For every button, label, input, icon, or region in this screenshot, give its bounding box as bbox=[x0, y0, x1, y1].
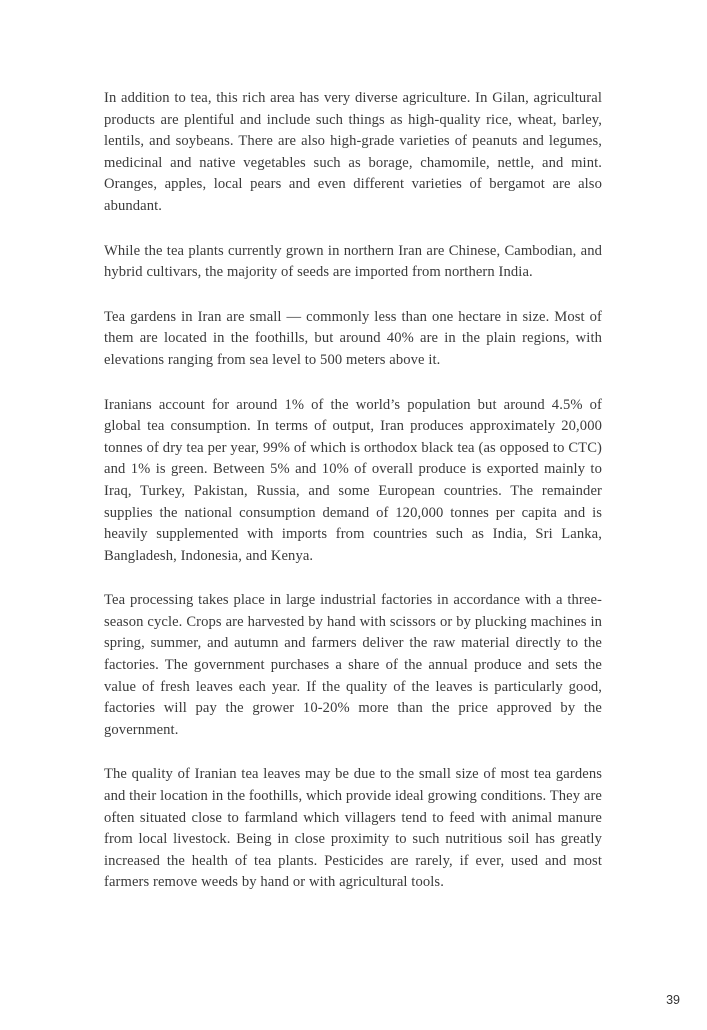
paragraph: The quality of Iranian tea leaves may be due to the small size of most tea gardens and their location in the foothills, which provide ideal growing conditions. They are often situated close to farmland which villagers tend to feed with animal manure from local livestock. Being in close proximity to such nutritious soil has greatly increased the health of tea plants. Pesticides are rarely, if ever, used and most farmers remove weeds by hand or with agricultural tools. bbox=[104, 766, 602, 891]
page-number: 39 bbox=[666, 993, 680, 1007]
text-block bbox=[104, 88, 602, 917]
paragraph: In addition to tea, this rich area has very diverse agriculture. In Gilan, agricultural products are plentiful and include such things as high-quality rice, wheat, barley, lentils, and soybeans. There are also high-grade varieties of peanuts and legumes, medicinal and native vegetables such as borage, chamomile, nettle, and mint. Oranges, apples, local pears and even different varieties of bergamot are also abundant. bbox=[104, 90, 602, 214]
paragraph: Tea gardens in Iran are small — commonly less than one hectare in size. Most of them are located in the foothills, but around 40% are in the plain regions, with elevations ranging from sea level to 500 meters above it. bbox=[104, 308, 602, 368]
paragraph: Tea processing takes place in large industrial factories in accordance with a three-season cycle. Crops are harvested by hand with scissors or by plucking machines in spring, summer, and autumn and farmers deliver the raw material directly to the factories. The government purchases a share of the annual produce and sets the value of fresh leaves each year. If the quality of the leaves is particularly good, factories will pay the grower 10-20% more than the price approved by the government. bbox=[104, 592, 602, 738]
paragraph: Iranians account for around 1% of the world’s population but around 4.5% of global tea consumption. In terms of output, Iran produces approximately 20,000 tonnes of dry tea per year, 99% of which is orthodox black tea (as opposed to CTC) and 1% is green. Between 5% and 10% of overall produce is exported mainly to Iraq, Turkey, Pakistan, Russia, and some European countries. The remainder supplies the national consumption demand of 120,000 tonnes per capita and is heavily supplemented with imports from countries such as India, Sri Lanka, Bangladesh, Indonesia, and Kenya. bbox=[104, 396, 602, 564]
paragraph: While the tea plants currently grown in northern Iran are Chinese, Cambodian, and hybrid cultivars, the majority of seeds are imported from northern India. bbox=[104, 242, 602, 281]
